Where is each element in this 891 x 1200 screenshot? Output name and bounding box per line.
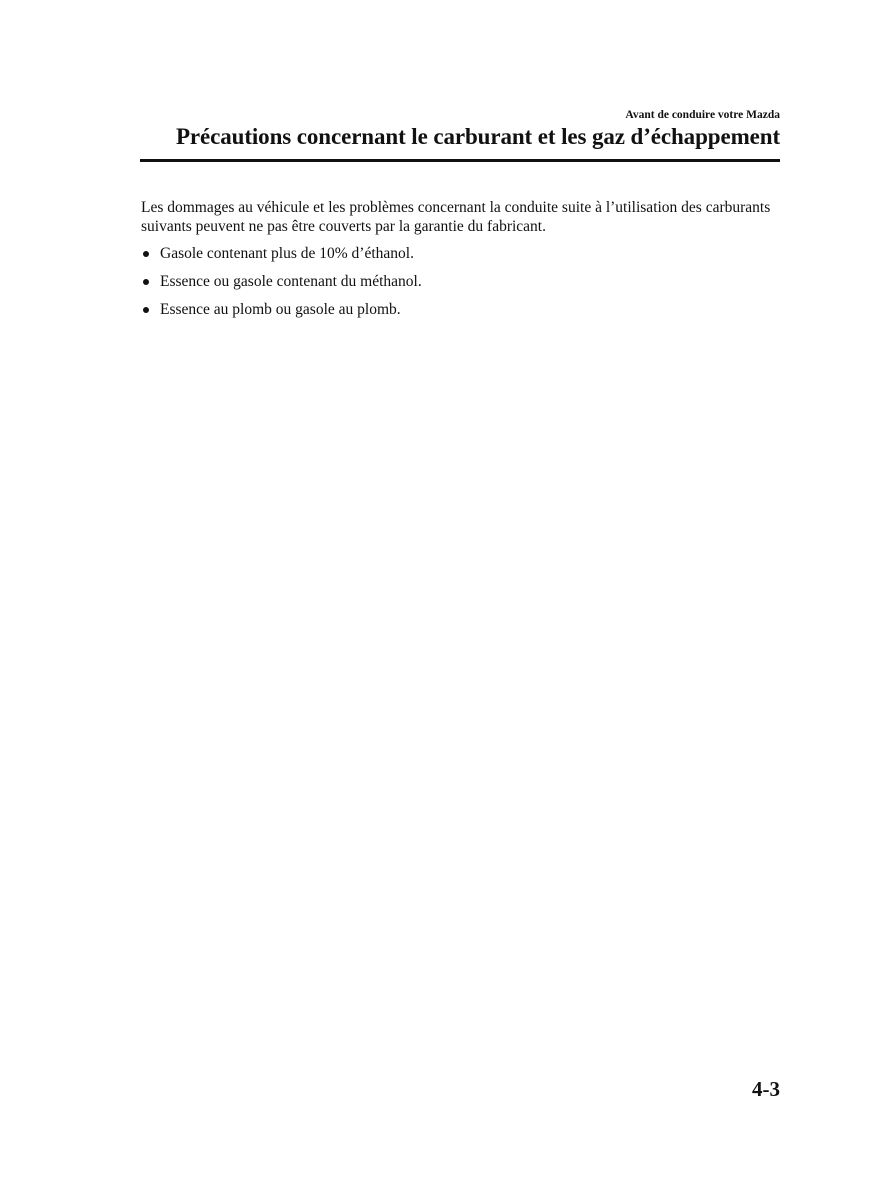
list-item-text: Essence au plomb ou gasole au plomb. — [160, 301, 401, 318]
bullet-icon — [143, 307, 149, 313]
list-item-text: Essence ou gasole contenant du méthanol. — [160, 273, 422, 290]
bullet-icon — [143, 279, 149, 285]
page-number: 4-3 — [752, 1077, 780, 1101]
bullet-icon — [143, 251, 149, 257]
intro-paragraph: Les dommages au véhicule et les problèmes concernant la conduite suite à l’utilisation des carburants suivants peuvent ne pas être couverts par la garantie du fabricant. — [141, 199, 771, 235]
fuel-warning-list — [141, 244, 422, 328]
title-divider — [140, 159, 780, 162]
list-item — [141, 300, 422, 319]
list-item-text: Gasole contenant plus de 10% d’éthanol. — [160, 245, 414, 262]
running-header: Avant de conduire votre Mazda — [625, 109, 780, 121]
list-item — [141, 244, 422, 263]
list-item — [141, 272, 422, 291]
section-title: Précautions concernant le carburant et les gaz d’échappement — [175, 124, 780, 149]
